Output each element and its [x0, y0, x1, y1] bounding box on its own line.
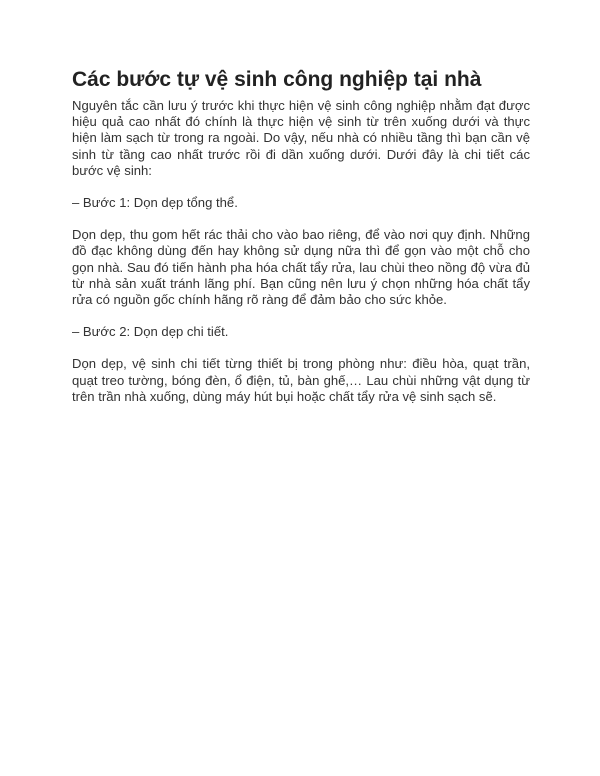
spacer [72, 308, 530, 324]
step-1-paragraph: Dọn dẹp, thu gom hết rác thải cho vào bao riêng, để vào nơi quy định. Những đồ đạc không dùng đến hay không sử dụng nữa thì để gọn vào một chỗ cho gọn nhà. Sau đó tiến hành pha hóa chất tẩy rửa, lau chùi theo nồng độ vừa đủ từ nhà sản xuất tránh lãng phí. Bạn cũng nên lưu ý chọn những hóa chất tẩy rửa có nguồn gốc chính hãng rõ ràng để đảm bảo cho sức khỏe. [72, 227, 530, 308]
step-1-heading: – Bước 1: Dọn dẹp tổng thể. [72, 195, 238, 211]
step-2-paragraph: Dọn dẹp, vệ sinh chi tiết từng thiết bị trong phòng như: điều hòa, quạt trần, quạt treo tường, bóng đèn, ổ điện, tủ, bàn ghế,… Lau chùi những vật dụng từ trên trần nhà xuống, dùng máy hút bụi hoặc chất tẩy rửa vệ sinh sạch sẽ. [72, 356, 530, 404]
spacer [72, 340, 530, 356]
step-2-heading: – Bước 2: Dọn dẹp chi tiết. [72, 324, 229, 340]
spacer [72, 211, 530, 227]
document-title: Các bước tự vệ sinh công nghiệp tại nhà [72, 68, 482, 91]
document-page [72, 66, 530, 405]
spacer [72, 179, 530, 195]
intro-paragraph: Nguyên tắc cần lưu ý trước khi thực hiện vệ sinh công nghiệp nhằm đạt được hiệu quả cao nhất đó chính là thực hiện vệ sinh từ trên xuống dưới và thực hiện làm sạch từ trong ra ngoài. Do vậy, nếu nhà có nhiều tầng thì bạn cần vệ sinh từ tầng cao nhất trước rồi đi dần xuống dưới. Dưới đây là chi tiết các bước vệ sinh: [72, 98, 530, 178]
